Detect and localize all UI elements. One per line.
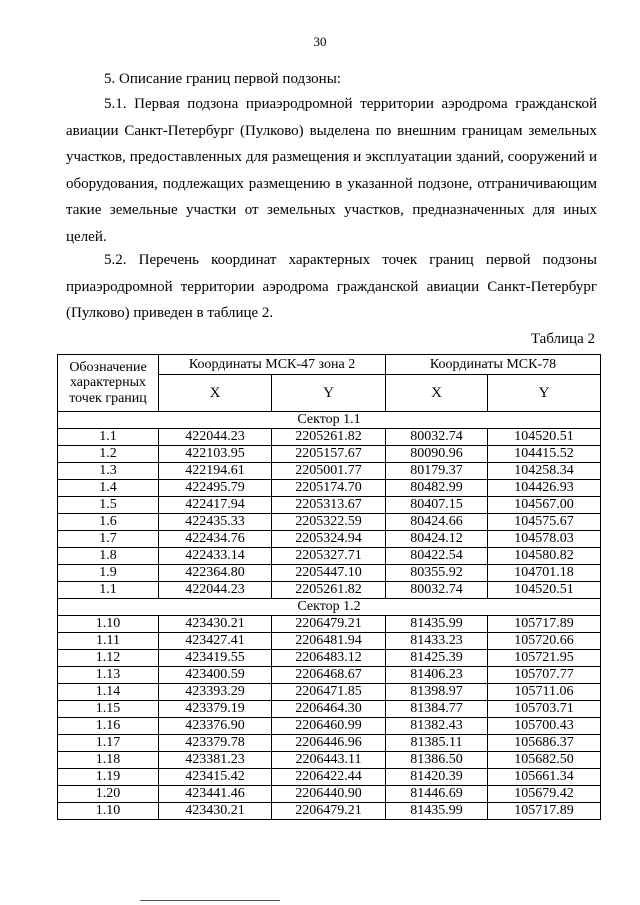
table-row — [58, 514, 601, 531]
msk78-y-cell: 105707.77 — [488, 667, 601, 684]
msk78-y-cell: 104520.51 — [488, 429, 601, 446]
table-row — [58, 718, 601, 735]
msk78-x-cell: 80422.54 — [386, 548, 488, 565]
msk47-x-cell: 423376.90 — [159, 718, 272, 735]
msk47-x-cell: 423381.23 — [159, 752, 272, 769]
msk78-x-cell: 80407.15 — [386, 497, 488, 514]
paragraph-5-1: 5.1. Первая подзона приаэродромной территории аэродрома гражданской авиации Санкт-Петербург (Пулково) выделена по внешним границам земельных участков, предоставленных для размещения и эксплуатации зданий, сооружений и оборудования, подлежащих размещению в указанной подзоне, отграничивающим такие земельные участки от земельных участков, предназначенных для иных целей. — [66, 96, 597, 245]
point-id-cell: 1.12 — [58, 650, 159, 667]
sector-title: Сектор 1.1 — [58, 412, 601, 429]
msk78-y-cell: 105721.95 — [488, 650, 601, 667]
point-id-cell: 1.18 — [58, 752, 159, 769]
table-row — [58, 582, 601, 599]
msk78-y-cell: 105686.37 — [488, 735, 601, 752]
table-row — [58, 497, 601, 514]
point-id-cell: 1.6 — [58, 514, 159, 531]
msk47-y-cell: 2206479.21 — [272, 616, 386, 633]
msk78-x-cell: 80032.74 — [386, 582, 488, 599]
msk47-y-cell: 2206440.90 — [272, 786, 386, 803]
msk78-y-cell: 104567.00 — [488, 497, 601, 514]
table-row — [58, 769, 601, 786]
point-id-cell: 1.4 — [58, 480, 159, 497]
msk78-x-cell: 80032.74 — [386, 429, 488, 446]
point-id-cell: 1.14 — [58, 684, 159, 701]
msk78-x-cell: 80090.96 — [386, 446, 488, 463]
msk78-x-cell: 81435.99 — [386, 616, 488, 633]
table-row — [58, 616, 601, 633]
msk78-x-cell: 81385.11 — [386, 735, 488, 752]
msk78-y-cell: 104580.82 — [488, 548, 601, 565]
msk47-x-cell: 423427.41 — [159, 633, 272, 650]
table-row — [58, 667, 601, 684]
msk78-y-cell: 104701.18 — [488, 565, 601, 582]
msk47-y-cell: 2205322.59 — [272, 514, 386, 531]
msk78-y-cell: 104258.34 — [488, 463, 601, 480]
table-row — [58, 701, 601, 718]
msk78-y-cell: 104426.93 — [488, 480, 601, 497]
msk78-x-cell: 80482.99 — [386, 480, 488, 497]
msk47-x-cell: 422103.95 — [159, 446, 272, 463]
point-id-cell: 1.9 — [58, 565, 159, 582]
msk47-y-cell: 2206481.94 — [272, 633, 386, 650]
page-number: 30 — [313, 34, 327, 49]
point-id-cell: 1.1 — [58, 429, 159, 446]
msk47-y-cell: 2205261.82 — [272, 582, 386, 599]
msk47-y-cell: 2206471.85 — [272, 684, 386, 701]
msk47-x-cell: 423441.46 — [159, 786, 272, 803]
point-id-cell: 1.17 — [58, 735, 159, 752]
msk47-y-cell: 2205174.70 — [272, 480, 386, 497]
point-id-cell: 1.7 — [58, 531, 159, 548]
table-caption: Таблица 2 — [530, 331, 595, 347]
paragraph-5-2: 5.2. Перечень координат характерных точек границ первой подзоны приаэродромной территории аэродрома гражданской авиации Санкт-Петербург (Пулково) приведен в таблице 2. — [66, 252, 597, 322]
table-row — [58, 463, 601, 480]
table-row — [58, 735, 601, 752]
point-id-cell: 1.2 — [58, 446, 159, 463]
msk78-y-cell: 105720.66 — [488, 633, 601, 650]
msk78-y-cell: 104415.52 — [488, 446, 601, 463]
msk47-y-cell: 2205327.71 — [272, 548, 386, 565]
msk47-y-header: Y — [272, 375, 386, 412]
msk78-x-cell: 81382.43 — [386, 718, 488, 735]
msk78-x-cell: 81433.23 — [386, 633, 488, 650]
table-row — [58, 684, 601, 701]
msk78-x-cell: 81384.77 — [386, 701, 488, 718]
msk78-y-cell: 105679.42 — [488, 786, 601, 803]
msk47-x-cell: 423430.21 — [159, 803, 272, 820]
msk47-x-header: X — [159, 375, 272, 412]
table-row — [58, 565, 601, 582]
msk47-y-cell: 2206468.67 — [272, 667, 386, 684]
msk78-y-header: Y — [488, 375, 601, 412]
table-row — [58, 429, 601, 446]
point-id-cell: 1.8 — [58, 548, 159, 565]
msk78-x-cell: 81406.23 — [386, 667, 488, 684]
msk78-y-cell: 105717.89 — [488, 803, 601, 820]
msk78-x-cell: 81398.97 — [386, 684, 488, 701]
msk78-x-cell: 81435.99 — [386, 803, 488, 820]
msk78-y-cell: 104575.67 — [488, 514, 601, 531]
msk78-y-cell: 105661.34 — [488, 769, 601, 786]
point-id-cell: 1.19 — [58, 769, 159, 786]
msk47-x-cell: 423400.59 — [159, 667, 272, 684]
point-id-cell: 1.11 — [58, 633, 159, 650]
msk47-y-cell: 2205313.67 — [272, 497, 386, 514]
msk47-x-cell: 423419.55 — [159, 650, 272, 667]
msk47-y-cell: 2205324.94 — [272, 531, 386, 548]
msk78-x-cell: 81420.39 — [386, 769, 488, 786]
msk78-y-cell: 105703.71 — [488, 701, 601, 718]
msk47-header: Координаты МСК-47 зона 2 — [159, 355, 386, 375]
msk47-y-cell: 2205447.10 — [272, 565, 386, 582]
point-id-cell: 1.5 — [58, 497, 159, 514]
section-heading: 5. Описание границ первой подзоны: — [104, 71, 341, 87]
msk47-y-cell: 2205157.67 — [272, 446, 386, 463]
sector-row — [58, 412, 601, 429]
table-row — [58, 786, 601, 803]
msk78-y-cell: 104578.03 — [488, 531, 601, 548]
msk78-x-cell: 80355.92 — [386, 565, 488, 582]
msk47-x-cell: 423415.42 — [159, 769, 272, 786]
point-id-cell: 1.13 — [58, 667, 159, 684]
point-designation-header: Обозначение характерных точек границ — [58, 355, 159, 412]
msk47-x-cell: 422044.23 — [159, 582, 272, 599]
msk47-x-cell: 422194.61 — [159, 463, 272, 480]
msk78-x-cell: 81386.50 — [386, 752, 488, 769]
table-row — [58, 480, 601, 497]
coordinates-table — [57, 354, 601, 820]
point-id-cell: 1.20 — [58, 786, 159, 803]
msk78-y-cell: 105717.89 — [488, 616, 601, 633]
point-id-cell: 1.16 — [58, 718, 159, 735]
msk78-x-cell: 80424.66 — [386, 514, 488, 531]
coordinates-table-body — [58, 412, 601, 820]
msk78-x-cell: 80424.12 — [386, 531, 488, 548]
bottom-rule — [140, 900, 280, 901]
msk47-x-cell: 422364.80 — [159, 565, 272, 582]
sector-title: Сектор 1.2 — [58, 599, 601, 616]
msk78-y-cell: 105700.43 — [488, 718, 601, 735]
msk47-y-cell: 2206446.96 — [272, 735, 386, 752]
table-row — [58, 548, 601, 565]
msk47-y-cell: 2205261.82 — [272, 429, 386, 446]
msk47-x-cell: 422435.33 — [159, 514, 272, 531]
msk47-x-cell: 423379.19 — [159, 701, 272, 718]
msk47-y-cell: 2206483.12 — [272, 650, 386, 667]
msk47-x-cell: 423379.78 — [159, 735, 272, 752]
msk47-x-cell: 422044.23 — [159, 429, 272, 446]
msk78-x-cell: 81425.39 — [386, 650, 488, 667]
msk47-x-cell: 422417.94 — [159, 497, 272, 514]
msk78-y-cell: 104520.51 — [488, 582, 601, 599]
msk78-x-cell: 81446.69 — [386, 786, 488, 803]
point-id-cell: 1.15 — [58, 701, 159, 718]
msk47-x-cell: 422433.14 — [159, 548, 272, 565]
msk47-y-cell: 2206464.30 — [272, 701, 386, 718]
point-id-cell: 1.10 — [58, 616, 159, 633]
table-row — [58, 650, 601, 667]
table-row — [58, 803, 601, 820]
msk47-x-cell: 422495.79 — [159, 480, 272, 497]
msk78-x-header: X — [386, 375, 488, 412]
point-id-cell: 1.3 — [58, 463, 159, 480]
table-row — [58, 531, 601, 548]
msk78-y-cell: 105711.06 — [488, 684, 601, 701]
msk47-x-cell: 423393.29 — [159, 684, 272, 701]
msk78-header: Координаты МСК-78 — [386, 355, 601, 375]
point-id-cell: 1.10 — [58, 803, 159, 820]
msk47-x-cell: 423430.21 — [159, 616, 272, 633]
msk78-y-cell: 105682.50 — [488, 752, 601, 769]
table-row — [58, 752, 601, 769]
msk47-y-cell: 2206422.44 — [272, 769, 386, 786]
msk47-y-cell: 2206460.99 — [272, 718, 386, 735]
point-id-cell: 1.1 — [58, 582, 159, 599]
msk78-x-cell: 80179.37 — [386, 463, 488, 480]
msk47-y-cell: 2205001.77 — [272, 463, 386, 480]
msk47-y-cell: 2206443.11 — [272, 752, 386, 769]
table-row — [58, 446, 601, 463]
msk47-y-cell: 2206479.21 — [272, 803, 386, 820]
sector-row — [58, 599, 601, 616]
msk47-x-cell: 422434.76 — [159, 531, 272, 548]
table-row — [58, 633, 601, 650]
